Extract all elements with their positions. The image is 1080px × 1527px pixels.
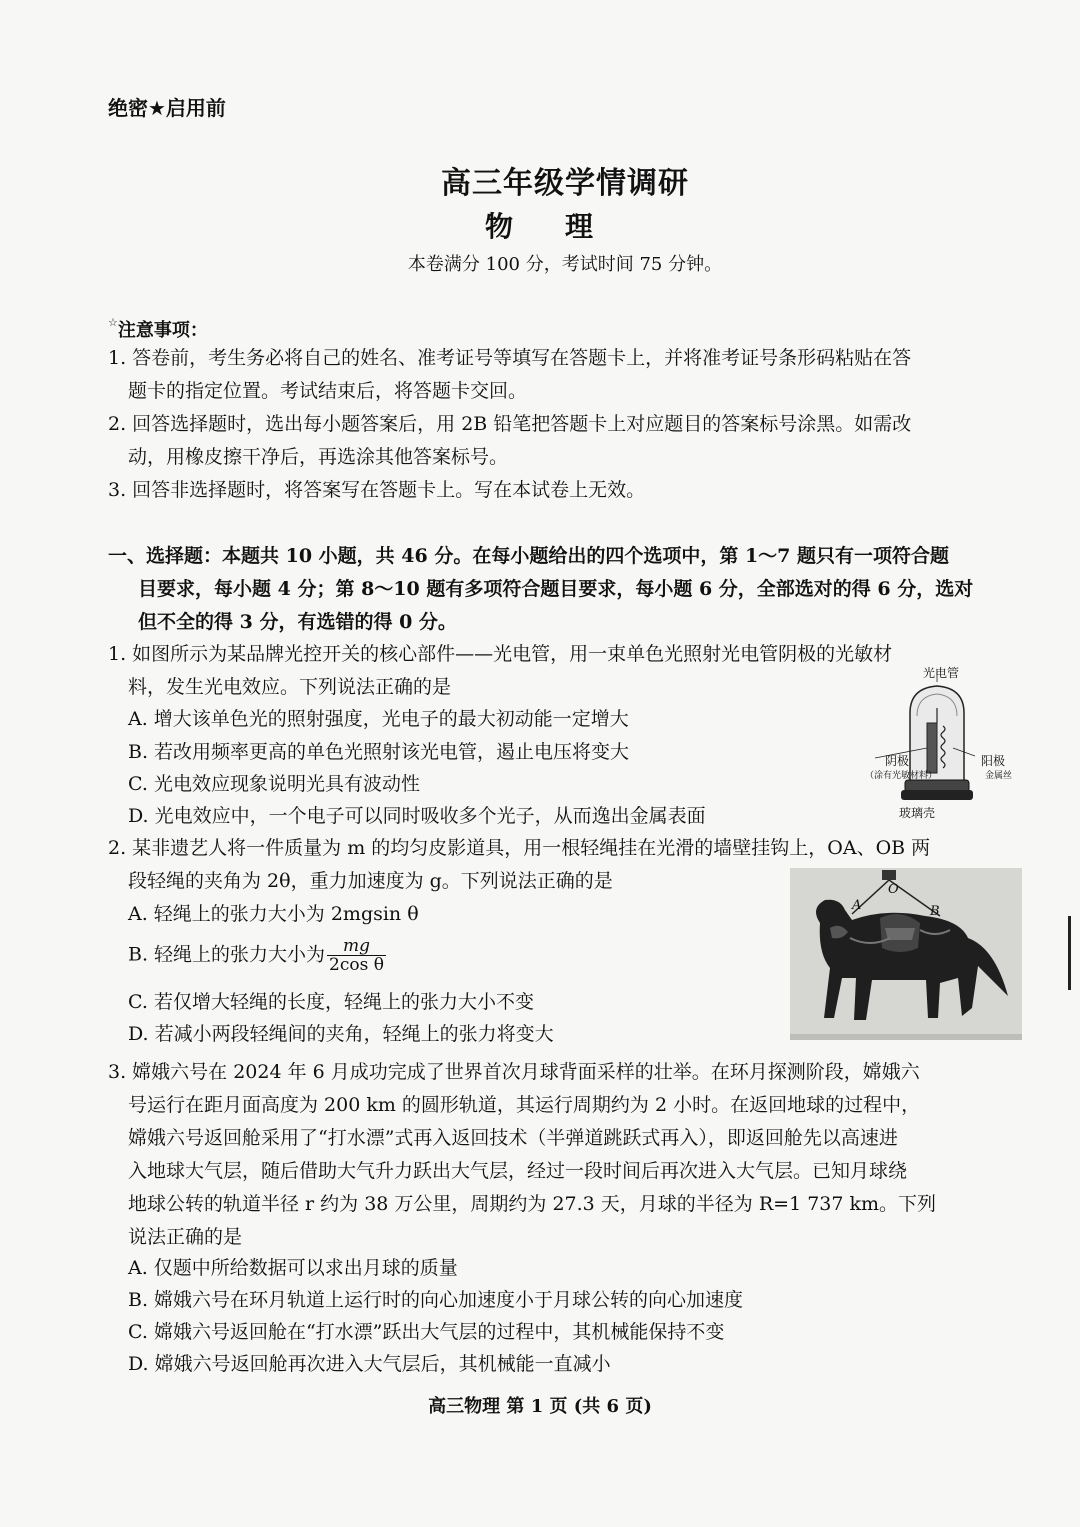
notice-item-2: 2. 回答选择题时，选出每小题答案后，用 2B 铅笔把答题卡上对应题目的答案标号涂黑。如需改 动，用橡皮擦干净后，再选涂其他答案标号。 [108,413,912,468]
notice-item-1: 1. 答卷前，考生务必将自己的姓名、准考证号等填写在答题卡上，并将准考证号条形码粘贴在答 题卡的指定位置。考试结束后，将答题卡交回。 [108,347,912,402]
exam-subtitle: 本卷满分 100 分，考试时间 75 分钟。 [407,254,723,275]
q3-option-b: B. 嫦娥六号在环月轨道上运行时的向心加速度小于月球公转的向心加速度 [128,1289,744,1311]
fig-point-o: O [888,882,899,897]
notice-item-3: 3. 回答非选择题时，将答案写在答题卡上。写在本试卷上无效。 [108,479,646,501]
page-footer: 高三物理 第 1 页 (共 6 页) [428,1396,652,1417]
question-3-stem: 3. 嫦娥六号在 2024 年 6 月成功完成了世界首次月球背面采样的壮举。在环月探测阶段，嫦娥六 号运行在距月面高度为 200 km 的圆形轨道，其运行周期约为 2 小时。在返回地球的过程中， 嫦娥六号返回舱采用了“打水漂”式再入返回技术（半弹道跳跃式再入），即返回舱先以高速进 入地球大气层，随后借助大气升力跃出大气层，经过一段时间后再次进入大气层。已知月球绕 地球公转的轨道半径 r 约为 38 万公里，周期约为 27.3 天，月球的半径为 R=1 737 km。下列 说法正确的是 [108,1061,937,1248]
q1-option-b: B. 若改用频率更高的单色光照射该光电管，遏止电压将变大 [128,741,630,763]
q2-option-c: C. 若仅增大轻绳的长度，轻绳上的张力大小不变 [128,991,534,1013]
subject-title: 物理 [484,210,645,243]
margin-mark [1068,916,1071,990]
notice-heading: ☆注意事项： [108,316,208,341]
fig-glass-label: 玻璃壳 [899,806,936,820]
q2-option-b-fraction: $\frac{mg}{\text{2cos θ}}$ [329,936,384,975]
fig-point-a: A [852,898,862,913]
fig-cathode-label: 阴极 [885,754,910,768]
q2-option-b: B. 轻绳上的张力大小为 $\frac{mg}{\text{2cos θ}}$ [128,936,384,975]
question-2-stem: 2. 某非遗艺人将一件质量为 m 的均匀皮影道具，用一根轻绳挂在光滑的墙壁挂钩上，OA、OB 两 段轻绳的夹角为 2θ，重力加速度为 g。下列说法正确的是 [108,837,931,892]
shadow-puppet-photo [790,868,1022,1040]
phototube-figure [855,668,1025,820]
fig-phototube-title: 光电管 [923,666,960,680]
section-1-instructions: 一、选择题：本题共 10 小题，共 46 分。在每小题给出的四个选项中，第 1～7 题只有一项符合题 目要求，每小题 4 分；第 8～10 题有多项符合题目要求，每小题 6 分，全部选对的得 6 分，选对 但不全的得 3 分，有选错的得 0 分。 [108,545,974,633]
star-icon: ☆ [108,316,118,329]
q1-option-d: D. 光电效应中，一个电子可以同时吸收多个光子，从而逸出金属表面 [128,805,706,827]
q2-option-d: D. 若减小两段轻绳间的夹角，轻绳上的张力将变大 [128,1023,554,1045]
q3-option-c: C. 嫦娥六号返回舱在“打水漂”跃出大气层的过程中，其机械能保持不变 [128,1321,725,1343]
exam-title: 高三年级学情调研 [441,166,689,201]
q1-option-c: C. 光电效应现象说明光具有波动性 [128,773,420,795]
fig-anode-note: 金属丝 [985,771,1013,781]
fig-cathode-note: （涂有光敏材料） [865,771,938,781]
q3-option-a: A. 仅题中所给数据可以求出月球的质量 [128,1257,458,1279]
fig-point-b: B [930,904,940,919]
confidential-mark: 绝密★启用前 [108,96,226,120]
fig-anode-label: 阳极 [981,754,1006,768]
phototube-drawing [855,668,1025,820]
q1-option-a: A. 增大该单色光的照射强度，光电子的最大初动能一定增大 [128,708,629,730]
q2-option-a: A. 轻绳上的张力大小为 2mgsin θ [128,903,419,925]
q3-option-d: D. 嫦娥六号返回舱再次进入大气层后，其机械能一直减小 [128,1353,611,1375]
question-1-stem: 1. 如图所示为某品牌光控开关的核心部件——光电管，用一束单色光照射光电管阴极的光敏材 料，发生光电效应。下列说法正确的是 [108,643,893,698]
shadow-puppet-horse [790,868,1022,1040]
